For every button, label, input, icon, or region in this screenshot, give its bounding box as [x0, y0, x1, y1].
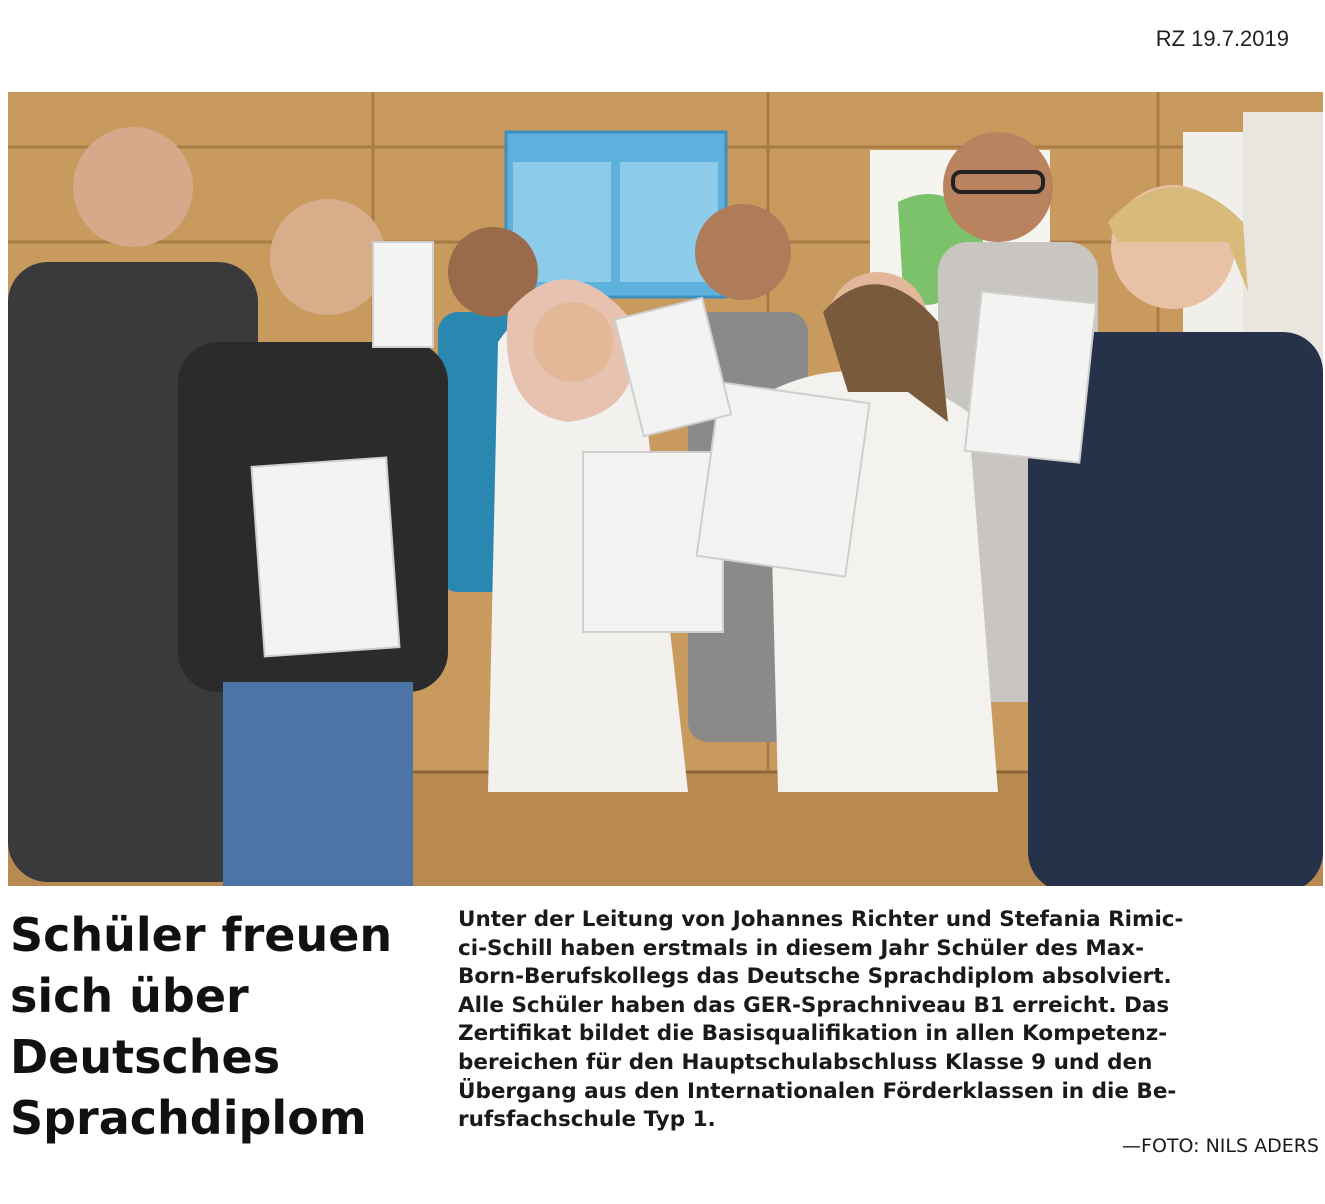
caption-line: bereichen für den Hauptschulabschluss Klasse 9 und den	[458, 1049, 1153, 1075]
headline-line: Sprachdiplom	[10, 1091, 367, 1145]
caption-line: ci-Schill haben erstmals in diesem Jahr Schüler des Max-	[458, 935, 1145, 961]
caption-line: Born-Berufskollegs das Deutsche Sprachdiplom absolviert.	[458, 964, 1172, 990]
caption-line: Unter der Leitung von Johannes Richter und Stefania Rimic-	[458, 907, 1184, 932]
headline-line: Schüler freuen	[10, 908, 393, 962]
caption-line: Alle Schüler haben das GER-Sprachniveau B1 erreicht. Das	[458, 992, 1170, 1018]
headline	[10, 905, 430, 1149]
photo-credit: —FOTO: NILS ADERS	[1122, 1135, 1319, 1157]
caption-line: Übergang aus den Internationalen Förderklassen in die Be-	[458, 1078, 1177, 1104]
caption-line: Zertifikat bildet die Basisqualifikation in allen Kompetenz-	[458, 1021, 1168, 1047]
group-photo	[8, 92, 1323, 886]
photo-caption	[458, 906, 1318, 1135]
headline-line: Deutsches	[10, 1030, 281, 1084]
caption-line: rufsfachschule Typ 1.	[458, 1107, 716, 1133]
dateline: RZ 19.7.2019	[1155, 26, 1289, 51]
headline-line: sich über	[10, 969, 249, 1023]
